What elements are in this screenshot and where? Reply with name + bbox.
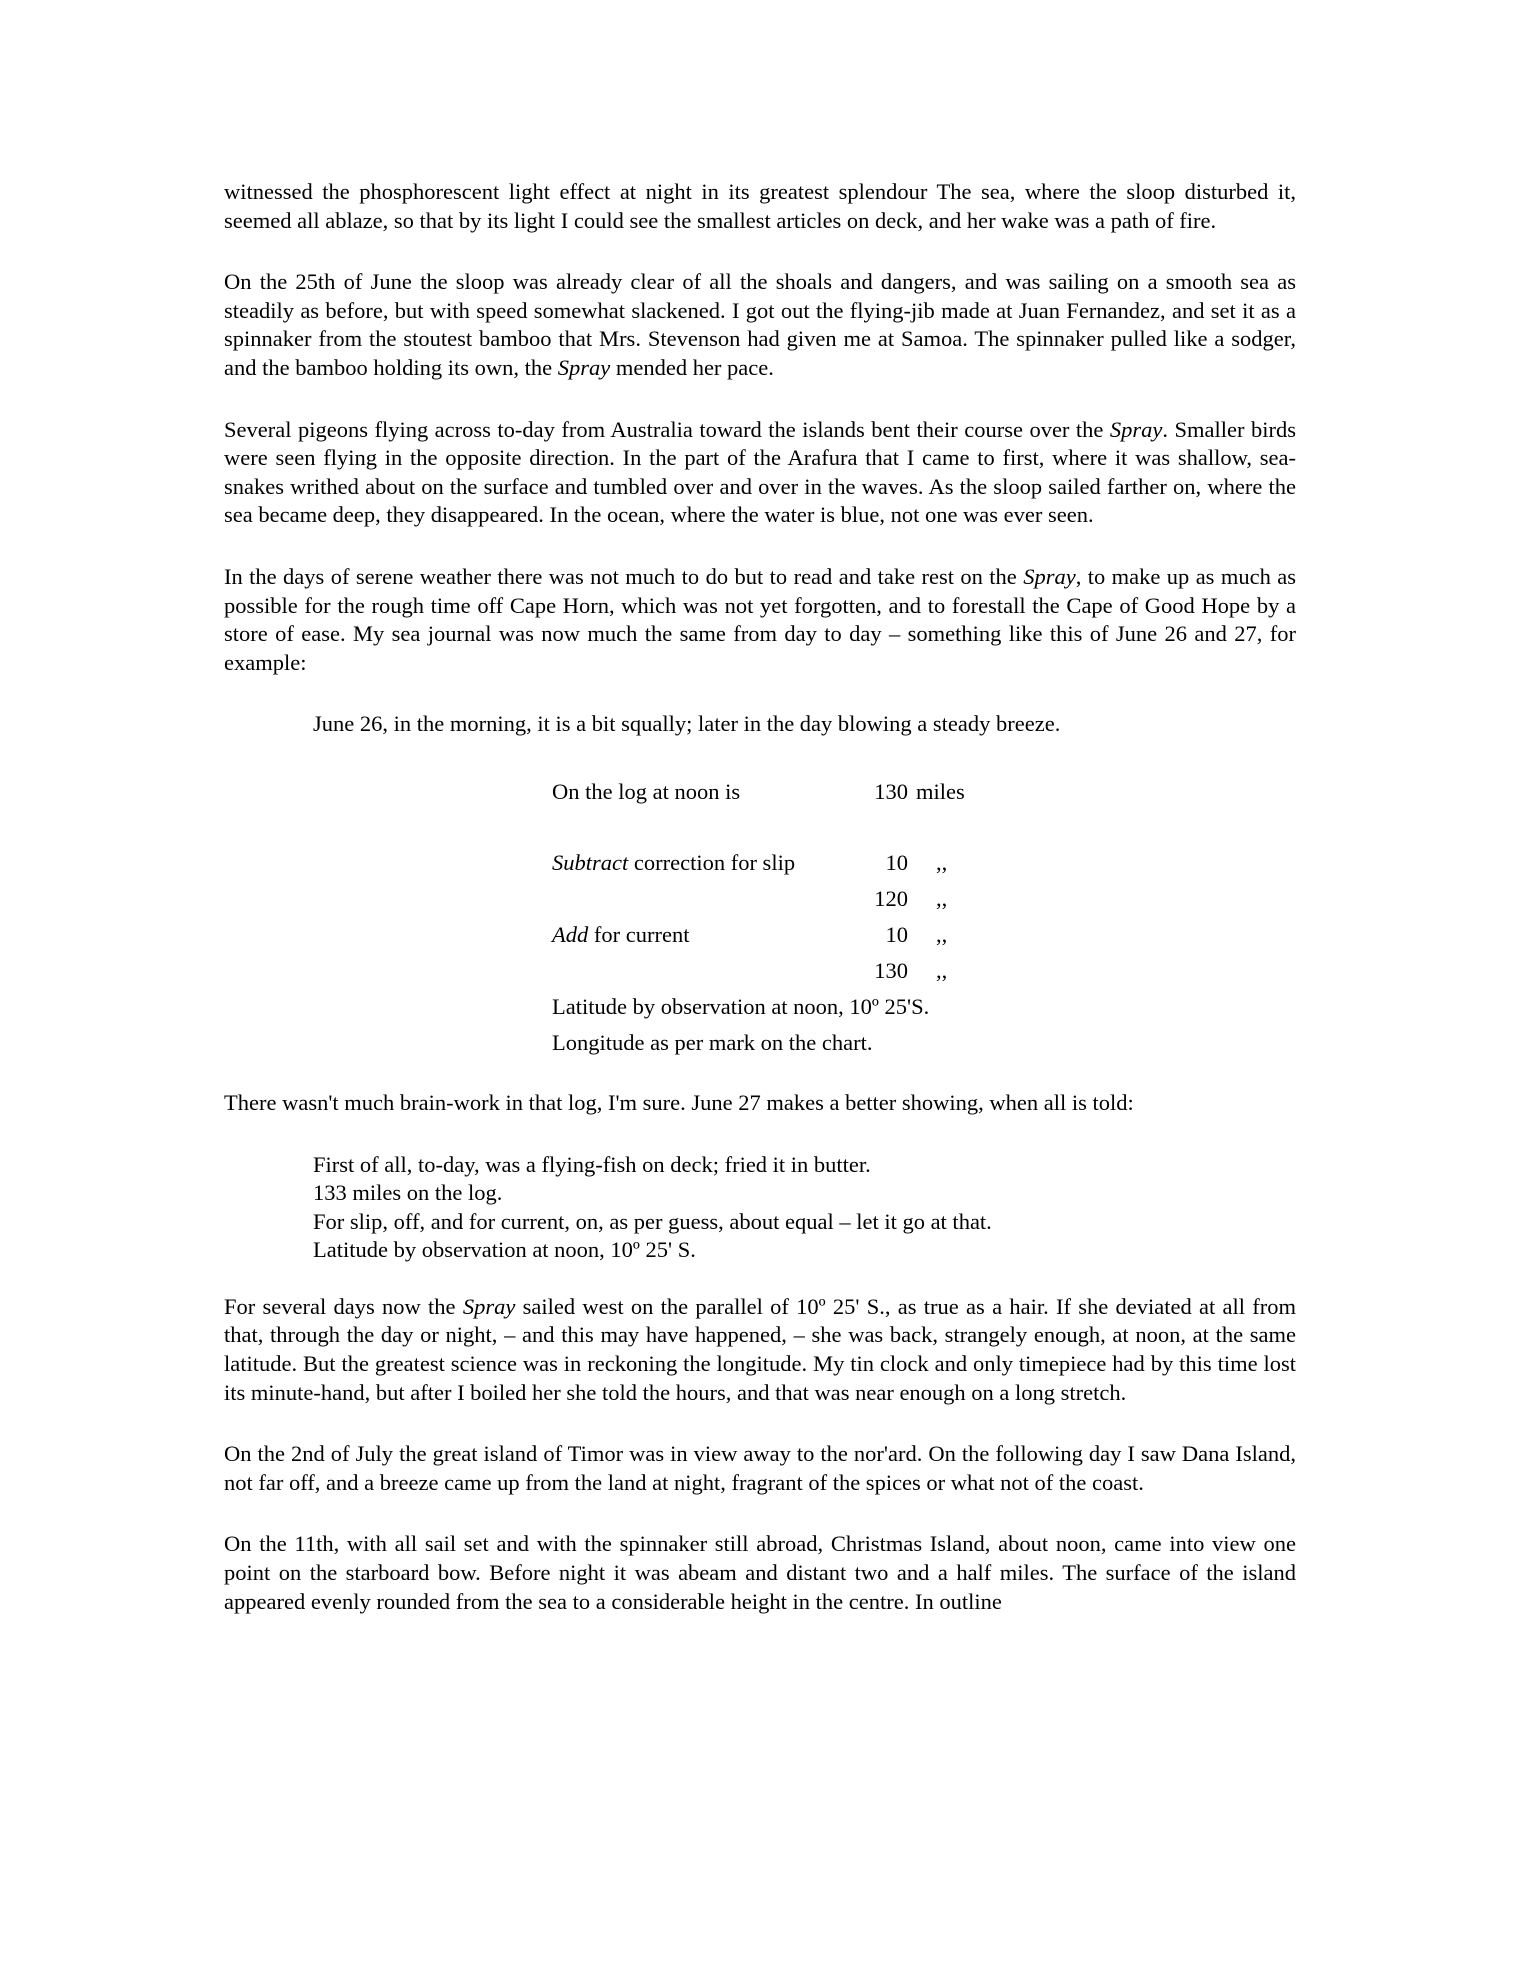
paragraph-text: sailed west on the parallel of 10º 25' S., as true as a hair. If she deviated at all from that, through the day or night, – and this may have happened, – she was back, strangely enough, at noon, at the same latitude. But the greatest science was in reckoning the longitude. My tin clock and only timepiece had by this time lost its minute-hand, but after I boiled her she told the hours, and that was near enough on a long stretch. (224, 1293, 1296, 1405)
journal-entry-june-26: June 26, in the morning, it is a bit squally; later in the day blowing a steady breeze. (313, 711, 1061, 737)
log-row-longitude (552, 1025, 965, 1061)
paragraph-text: There wasn't much brain-work in that log, I'm sure. June 27 makes a better showing, when all is told: (224, 1089, 1134, 1115)
paragraph-text: On the 2nd of July the great island of Timor was in view away to the nor'ard. On the following day I saw Dana Island, not far off, and a breeze came up from the land at night, fragrant of the spices or what not of the coast. (224, 1441, 1296, 1495)
add-rest: for current (588, 921, 690, 947)
add-label (552, 917, 866, 953)
ditto-mark: ,, (936, 921, 948, 947)
paragraph-text: , to make up as much as possible for the rough time off Cape Horn, which was not yet forgotten, and to forestall the Cape of Good Hope by a store of ease. My sea journal was now much the same from day to day – something like this of June 26 and 27, for example: (224, 563, 1296, 675)
log-row-subtract (552, 845, 965, 881)
paragraph-pigeons (224, 416, 1296, 530)
paragraph-parallel (224, 1293, 1296, 1407)
ship-name: Spray (1109, 416, 1163, 442)
subtotal-value: 120 (874, 885, 908, 911)
add-value: 10 (885, 921, 908, 947)
log-label: On the log at noon is (552, 778, 741, 804)
paragraph-text: For several days now the (224, 1293, 463, 1319)
log-row-subtotal (552, 881, 965, 917)
paragraph-text: . Smaller birds were seen flying in the opposite direction. In the part of the Arafura that I came to first, where it was shallow, sea-snakes writhed about on the surface and tumbled over and over in the waves. As the sloop sailed farther on, where the sea became deep, they disappeared. In the ocean, where the water is blue, not one was ever seen. (224, 416, 1296, 528)
log-table-june-26 (552, 774, 965, 1061)
log-row-latitude (552, 989, 965, 1025)
log-value: 130 (874, 778, 908, 804)
log-row-add (552, 917, 965, 953)
paragraph-christmas-island (224, 1530, 1296, 1616)
ship-name: Spray (557, 354, 611, 380)
document-page (224, 178, 1296, 1649)
paragraph-text: On the 11th, with all sail set and with the spinnaker still abroad, Christmas Island, about noon, came into view one point on the starboard bow. Before night it was abeam and distant two and a half miles. The surface of the island appeared evenly rounded from the sea to a considerable height in the centre. In outline (224, 1531, 1296, 1614)
longitude-line: Longitude as per mark on the chart. (552, 1029, 873, 1055)
journal-line: 133 miles on the log. (313, 1180, 503, 1206)
paragraph-text: Several pigeons flying across to-day from Australia toward the islands bent their course over the (224, 416, 1110, 442)
paragraph-text: On the 25th of June the sloop was already clear of all the shoals and dangers, and was sailing on a smooth sea as steadily as before, but with speed somewhat slackened. I got out the flying-jib made at Juan Fernandez, and set it as a spinnaker from the stoutest bamboo that Mrs. Stevenson had given me at Samoa. The spinnaker pulled like a sodger, and the bamboo holding its own, the (224, 269, 1296, 380)
paragraph-text: mended her pace. (610, 354, 774, 380)
journal-line: Latitude by observation at noon, 10º 25' S. (313, 1237, 696, 1263)
subtract-value: 10 (885, 849, 908, 875)
log-row-total (552, 953, 965, 989)
paragraph-phosphorescence (224, 178, 1296, 235)
ditto-mark: ,, (936, 885, 948, 911)
log-row-spacer (552, 810, 965, 845)
ditto-mark: ,, (936, 957, 948, 983)
log-row-noon (552, 774, 965, 810)
latitude-line: Latitude by observation at noon, 10º 25'S. (552, 993, 930, 1019)
paragraph-serene-weather (224, 563, 1296, 677)
add-italic: Add (552, 921, 589, 947)
journal-entry-june-27 (313, 1151, 1296, 1265)
paragraph-timor (224, 1440, 1296, 1497)
paragraph-june-25 (224, 268, 1296, 382)
ship-name: Spray (462, 1293, 516, 1319)
journal-line: First of all, to-day, was a flying-fish on deck; fried it in butter. (313, 1151, 871, 1177)
paragraph-text: witnessed the phosphorescent light effect at night in its greatest splendour The sea, where the sloop disturbed it, seemed all ablaze, so that by its light I could see the smallest articles on deck, and her wake was a path of fire. (224, 179, 1296, 233)
paragraph-text: In the days of serene weather there was not much to do but to read and take rest on the (224, 563, 1024, 589)
journal-line: For slip, off, and for current, on, as per guess, about equal – let it go at that. (313, 1208, 992, 1234)
subtract-italic: Subtract (552, 849, 629, 875)
ship-name: Spray (1023, 563, 1076, 589)
subtract-rest: correction for slip (628, 849, 796, 875)
subtract-label (552, 845, 866, 881)
ditto-mark: ,, (936, 849, 948, 875)
log-unit: miles (916, 778, 965, 804)
paragraph-brain-work (224, 1089, 1296, 1118)
total-value: 130 (874, 957, 908, 983)
